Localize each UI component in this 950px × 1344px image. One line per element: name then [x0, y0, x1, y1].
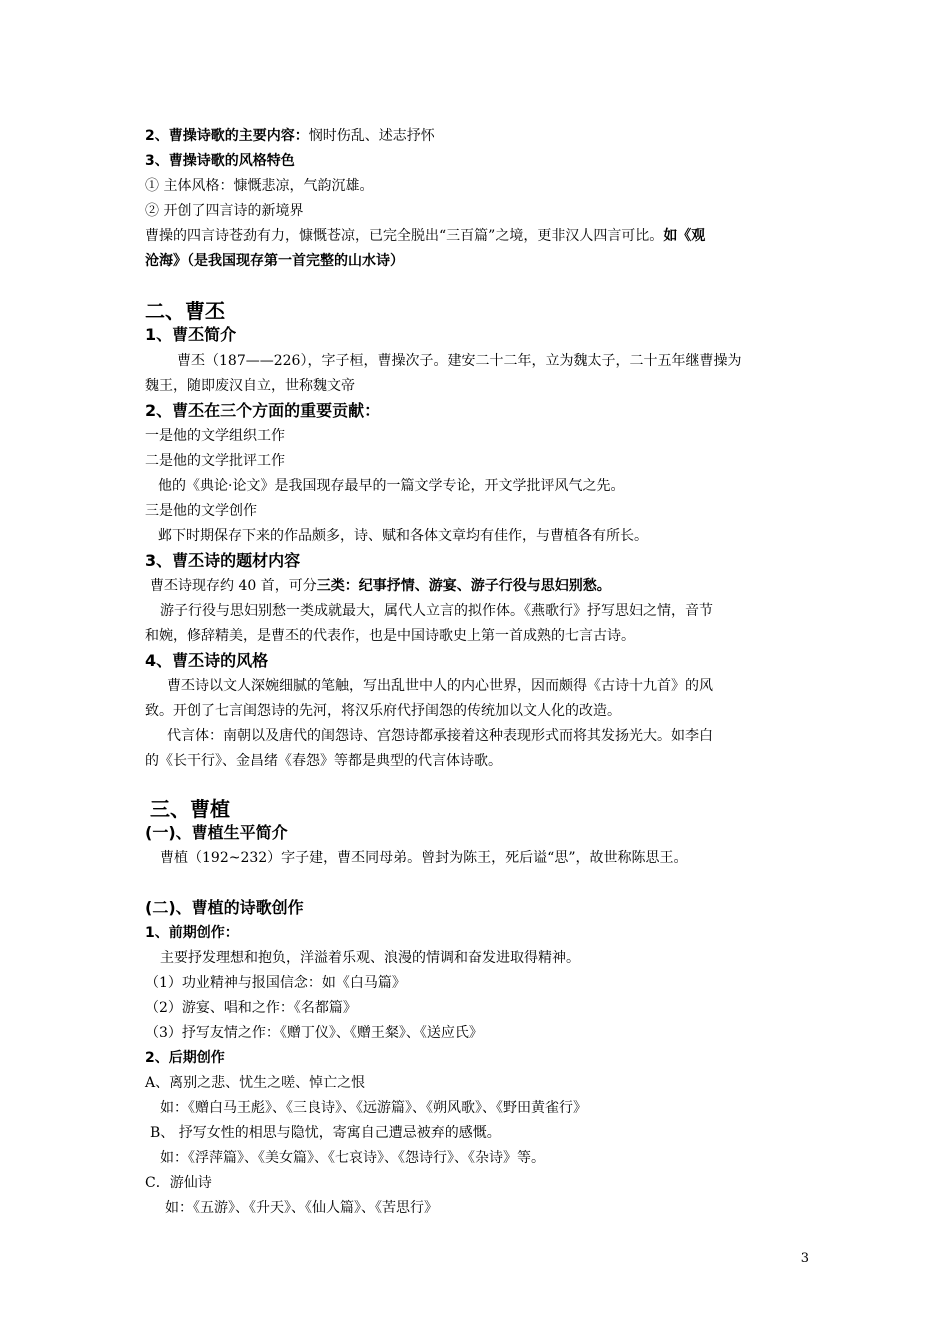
caozhi-early-intro: 主要抒发理想和抱负，洋溢着乐观、浪漫的情调和奋发进取得精神。 — [160, 950, 580, 966]
caozhi-bio-heading: (一)、曹植生平简介 — [145, 823, 288, 842]
caocao-style-heading: 3、曹操诗歌的风格特色 — [145, 153, 295, 169]
caozhi-early-heading: 1、前期创作： — [145, 925, 239, 941]
caozhi-late-a: A、离别之悲、忧生之嗟、悼亡之恨 — [145, 1075, 366, 1091]
section-heading-caopi: 二、曹丕 — [145, 299, 225, 323]
caopi-themes-line-1 — [150, 576, 830, 596]
caopi-intro-line-1: 曹丕（187——226），字子桓，曹操次子。建安二十二年，立为魏太子，二十五年继曹操为 — [177, 353, 742, 369]
caocao-content-line — [145, 126, 825, 146]
caopi-themes-line-3: 和婉，修辞精美，是曹丕的代表作，也是中国诗歌史上第一首成熟的七言古诗。 — [145, 628, 635, 644]
caopi-contrib-3-detail: 邺下时期保存下来的作品颇多，诗、赋和各体文章均有佳作，与曹植各有所长。 — [158, 528, 648, 544]
caopi-poetstyle-line-2: 致。开创了七言闺怨诗的先河，将汉乐府代抒闺怨的传统加以文人化的改造。 — [145, 703, 621, 719]
caozhi-early-item-3: （3）抒写友情之作：《赠丁仪》、《赠王粲》、《送应氏》 — [145, 1025, 483, 1041]
caopi-poetstyle-line-4: 的《长干行》、金昌绪《春怨》等都是典型的代言体诗歌。 — [145, 753, 502, 769]
caopi-intro-heading: 1、曹丕简介 — [145, 325, 237, 344]
caopi-poetstyle-line-1: 曹丕诗以文人深婉细腻的笔触，写出乱世中人的内心世界，因而颇得《古诗十九首》的风 — [167, 678, 713, 694]
caozhi-bio-line-1: 曹植（192~232）字子建，曹丕同母弟。曾封为陈王，死后谥“思”，故世称陈思王。 — [160, 850, 688, 866]
caocao-content-text: 悯时伤乱、述志抒怀 — [308, 128, 435, 144]
caocao-content-label: 2、曹操诗歌的主要内容： — [145, 128, 309, 144]
caocao-paragraph-text: 曹操的四言诗苍劲有力，慷慨苍凉，已完全脱出“三百篇”之境，更非汉人四言可比。 — [145, 228, 664, 244]
caozhi-late-b-examples: 如：《浮萍篇》、《美女篇》、《七哀诗》、《怨诗行》、《杂诗》等。 — [160, 1150, 545, 1166]
caozhi-late-c: C．游仙诗 — [145, 1175, 212, 1191]
caocao-style-item-1: ① 主体风格：慷慨悲凉，气韵沉雄。 — [145, 178, 374, 194]
caozhi-late-b: B、 抒写女性的相思与隐忧，寄寓自己遭忌被弃的感慨。 — [150, 1125, 501, 1141]
caopi-contrib-2-detail: 他的《典论·论文》是我国现存最早的一篇文学专论，开文学批评风气之先。 — [158, 478, 625, 494]
caocao-paragraph-line-1 — [145, 226, 825, 246]
caocao-paragraph-bold: 如《观 — [663, 228, 706, 244]
section-heading-caozhi: 三、曹植 — [150, 797, 230, 821]
caocao-style-item-2: ② 开创了四言诗的新境界 — [145, 203, 304, 219]
caopi-contrib-3: 三是他的文学创作 — [145, 503, 257, 519]
caopi-contrib-heading: 2、曹丕在三个方面的重要贡献： — [145, 401, 381, 420]
caocao-paragraph-line-2: 沧海》（是我国现存第一首完整的山水诗） — [145, 253, 404, 269]
caopi-intro-line-2: 魏王，随即废汉自立，世称魏文帝 — [145, 378, 355, 394]
caozhi-late-heading: 2、后期创作 — [145, 1050, 225, 1066]
caopi-poetstyle-line-3: 代言体：南朝以及唐代的闺怨诗、宫怨诗都承接着这种表现形式而将其发扬光大。如李白 — [167, 728, 713, 744]
caopi-contrib-2: 二是他的文学批评工作 — [145, 453, 285, 469]
caopi-themes-text: 曹丕诗现存约 40 首，可分 — [150, 578, 317, 594]
caozhi-late-c-examples: 如：《五游》、《升天》、《仙人篇》、《苦思行》 — [165, 1200, 438, 1216]
caopi-poetstyle-heading: 4、曹丕诗的风格 — [145, 651, 269, 670]
caozhi-poetry-heading: (二)、曹植的诗歌创作 — [145, 898, 304, 917]
page-number: 3 — [800, 1251, 809, 1266]
caozhi-early-item-1: （1）功业精神与报国信念：如《白马篇》 — [145, 975, 406, 991]
caozhi-early-item-2: （2）游宴、唱和之作：《名都篇》 — [145, 1000, 357, 1016]
caozhi-late-a-examples: 如：《赠白马王彪》、《三良诗》、《远游篇》、《朔风歌》、《野田黄雀行》 — [160, 1100, 587, 1116]
caopi-themes-heading: 3、曹丕诗的题材内容 — [145, 551, 301, 570]
caopi-themes-line-2: 游子行役与思妇别愁一类成就最大，属代人立言的拟作体。《燕歌行》抒写思妇之情，音节 — [160, 603, 713, 619]
caopi-themes-bold: 三类：纪事抒情、游宴、游子行役与思妇别愁。 — [316, 578, 611, 594]
caopi-contrib-1: 一是他的文学组织工作 — [145, 428, 285, 444]
